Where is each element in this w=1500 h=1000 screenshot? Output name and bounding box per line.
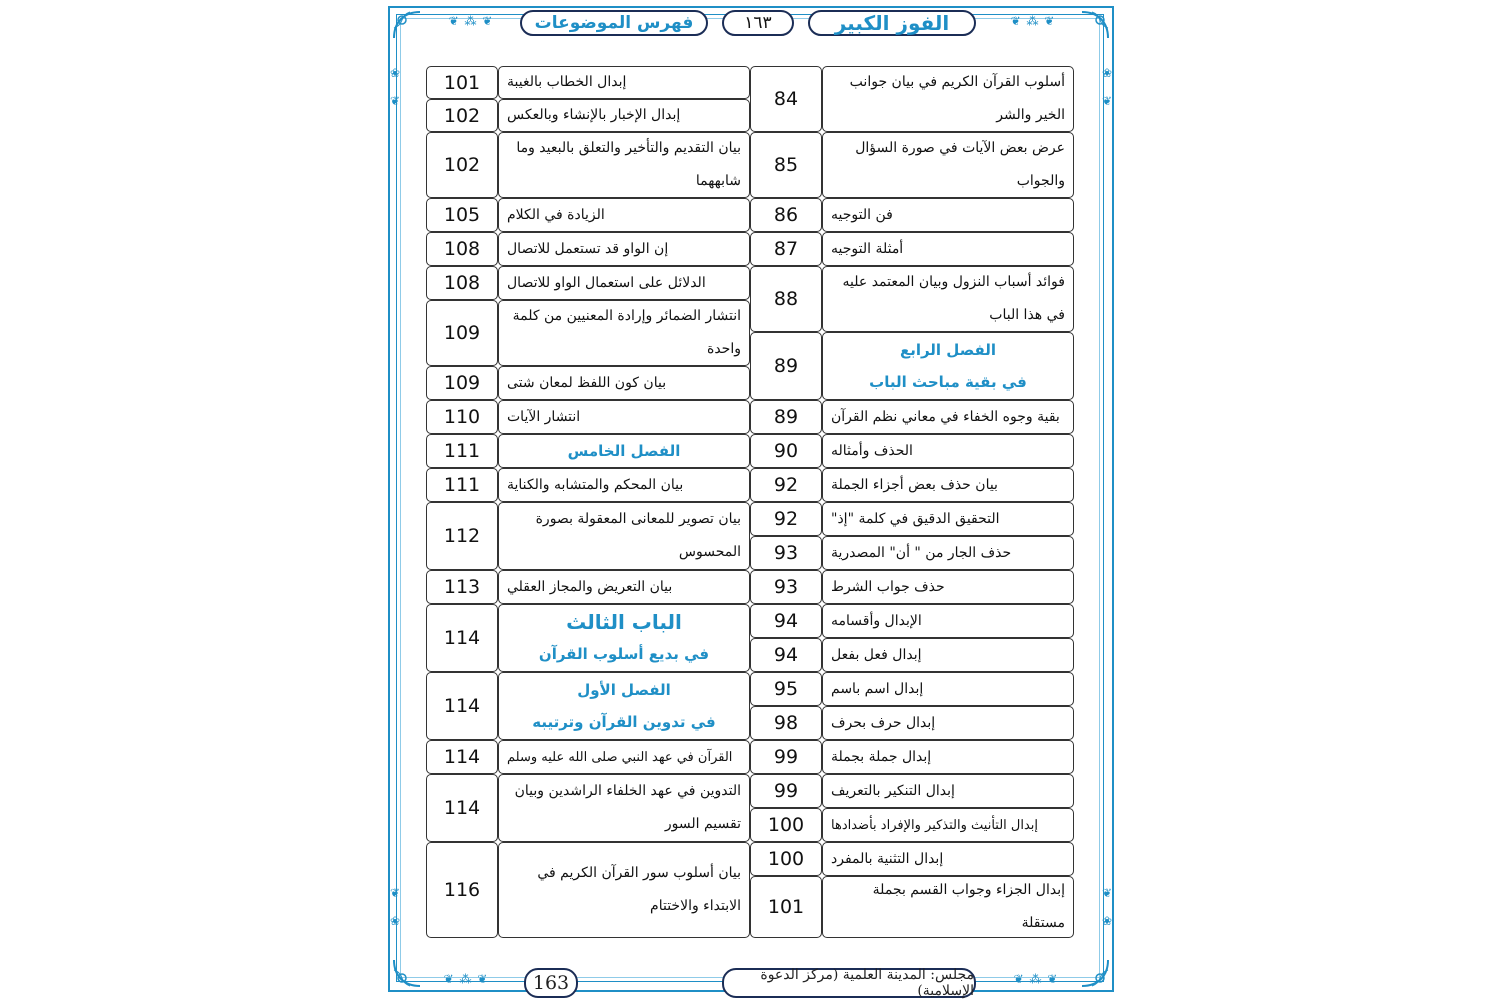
toc-entry-page: 112: [426, 502, 498, 570]
toc-entry-title: إبدال الجزاء وجواب القسم بجملة مستقلة: [822, 876, 1074, 938]
toc-entry-title: فن التوجيه: [822, 198, 1074, 232]
toc-entry-page: 94: [750, 604, 822, 638]
toc-entry-page: 84: [750, 66, 822, 132]
toc-entry-title: إبدال الخطاب بالغيبة: [498, 66, 750, 99]
frame-flourish-icon: ❦ ⁂ ❦: [1010, 14, 1056, 28]
toc-entry-title: التحقيق الدقيق في كلمة "إذ": [822, 502, 1074, 536]
toc-entry-title: أسلوب القرآن الكريم في بيان جوانب الخير والشر: [822, 66, 1074, 132]
part-title: الباب الثالث: [566, 610, 682, 634]
toc-entry-page: 85: [750, 132, 822, 198]
section-title: فهرس الموضوعات: [520, 10, 708, 36]
toc-entry-page: 101: [750, 876, 822, 938]
frame-flourish-icon: ❦ ❀: [1101, 886, 1112, 928]
toc-entry-title: بيان المحكم والمتشابه والكناية: [498, 468, 750, 502]
toc-entry-page: 100: [750, 808, 822, 842]
toc-entry-page: 116: [426, 842, 498, 938]
toc-entry-page: 89: [750, 400, 822, 434]
chapter-title: الفصل الخامس: [567, 442, 681, 460]
chapter-subtitle: في بقية مباحث الباب: [869, 373, 1027, 391]
book-page: [388, 6, 1114, 999]
toc-entry-title: إن الواو قد تستعمل للاتصال: [498, 232, 750, 266]
toc-entry-page: 92: [750, 502, 822, 536]
toc-entry-title: بقية وجوه الخفاء في معاني نظم القرآن: [822, 400, 1074, 434]
toc-entry-page: 114: [426, 604, 498, 672]
page-number-arabic: ١٦٣: [722, 10, 794, 36]
toc-entry-title: القرآن في عهد النبي صلى الله عليه وسلم: [498, 740, 750, 774]
book-title: الفوز الكبير: [808, 10, 976, 36]
toc-entry-title: انتشار الضمائر وإرادة المعنيين من كلمة واحدة: [498, 300, 750, 366]
toc-entry-title: إبدال التثنية بالمفرد: [822, 842, 1074, 876]
toc-entry-page: 92: [750, 468, 822, 502]
publisher-name: مجلس: المدينة العلمية (مركز الدعوة الإسلامية): [722, 968, 976, 998]
toc-entry-page: 114: [426, 740, 498, 774]
toc-entry-page: 108: [426, 232, 498, 266]
toc-entry-page: 111: [426, 434, 498, 468]
toc-entry-title: انتشار الآيات: [498, 400, 750, 434]
toc-entry-page: 105: [426, 198, 498, 232]
toc-entry-page: 100: [750, 842, 822, 876]
chapter-title: الفصل الرابع: [899, 341, 997, 359]
frame-flourish-icon: ❦ ❀: [390, 886, 401, 928]
frame-flourish-icon: ❦ ⁂ ❦: [1013, 972, 1059, 986]
toc-entry-page: 98: [750, 706, 822, 740]
toc-entry-title: إبدال الإخبار بالإنشاء وبالعكس: [498, 99, 750, 132]
corner-ornament-icon: [1078, 8, 1112, 42]
toc-entry-title: بيان التقديم والتأخير والتعلق بالبعيد وما شابههما: [498, 132, 750, 198]
toc-entry-title: بيان حذف بعض أجزاء الجملة: [822, 468, 1074, 502]
toc-entry-title: الحذف وأمثاله: [822, 434, 1074, 468]
toc-entry-page: 94: [750, 638, 822, 672]
chapter-heading: [822, 332, 1074, 400]
toc-entry-title: الزيادة في الكلام: [498, 198, 750, 232]
toc-entry-page: 95: [750, 672, 822, 706]
toc-entry-page: 114: [426, 672, 498, 740]
frame-flourish-icon: ❀ ❦: [1101, 66, 1112, 108]
toc-entry-page: 93: [750, 536, 822, 570]
toc-entry-page: 113: [426, 570, 498, 604]
toc-entry-page: 108: [426, 266, 498, 300]
toc-entry-page: 99: [750, 774, 822, 808]
toc-entry-title: بيان كون اللفظ لمعان شتى: [498, 366, 750, 400]
toc-entry-page: 90: [750, 434, 822, 468]
toc-entry-page: 111: [426, 468, 498, 502]
toc-entry-title: بيان التعريض والمجاز العقلي: [498, 570, 750, 604]
toc-entry-title: إبدال التأنيث والتذكير والإفراد بأضدادها: [822, 808, 1074, 842]
toc-entry-title: حذف جواب الشرط: [822, 570, 1074, 604]
toc-entry-title: إبدال اسم باسم: [822, 672, 1074, 706]
toc-entry-title: إبدال التنكير بالتعريف: [822, 774, 1074, 808]
toc-entry-title: الإبدال وأقسامه: [822, 604, 1074, 638]
toc-entry-page: 89: [750, 332, 822, 400]
chapter-subtitle: في تدوين القرآن وترتيبه: [532, 713, 716, 731]
toc-entry-page: 109: [426, 300, 498, 366]
toc-entry-page: 110: [426, 400, 498, 434]
toc-entry-title: إبدال حرف بحرف: [822, 706, 1074, 740]
toc-entry-page: 109: [426, 366, 498, 400]
toc-entry-page: 93: [750, 570, 822, 604]
toc-entry-page: 114: [426, 774, 498, 842]
toc-entry-title: التدوين في عهد الخلفاء الراشدين وبيان تقسيم السور: [498, 774, 750, 842]
toc-entry-page: 102: [426, 99, 498, 132]
toc-entry-title: إبدال فعل بفعل: [822, 638, 1074, 672]
toc-entry-page: 87: [750, 232, 822, 266]
chapter-heading: [498, 672, 750, 740]
toc-entry-title: الدلائل على استعمال الواو للاتصال: [498, 266, 750, 300]
toc-entry-title: عرض بعض الآيات في صورة السؤال والجواب: [822, 132, 1074, 198]
toc-entry-page: 86: [750, 198, 822, 232]
frame-flourish-icon: ❦ ⁂ ❦: [448, 14, 494, 28]
toc-entry-page: 88: [750, 266, 822, 332]
toc-entry-title: بيان تصوير للمعانى المعقولة بصورة المحسوس: [498, 502, 750, 570]
toc-entry-title: فوائد أسباب النزول وبيان المعتمد عليه في هذا الباب: [822, 266, 1074, 332]
frame-flourish-icon: ❦ ⁂ ❦: [443, 972, 489, 986]
frame-flourish-icon: ❀ ❦: [390, 66, 401, 108]
chapter-heading: [498, 434, 750, 468]
toc-entry-page: 99: [750, 740, 822, 774]
page-number: 163: [524, 968, 578, 998]
toc-entry-title: إبدال جملة بجملة: [822, 740, 1074, 774]
toc-entry-title: حذف الجار من " أن" المصدرية: [822, 536, 1074, 570]
corner-ornament-icon: [390, 8, 424, 42]
toc-entry-page: 101: [426, 66, 498, 99]
toc-entry-title: بيان أسلوب سور القرآن الكريم في الابتداء والاختتام: [498, 842, 750, 938]
part-subtitle: في بديع أسلوب القرآن: [538, 645, 710, 663]
toc-entry-page: 102: [426, 132, 498, 198]
chapter-title: الفصل الأول: [577, 681, 671, 699]
part-heading: [498, 604, 750, 672]
toc-entry-title: أمثلة التوجيه: [822, 232, 1074, 266]
